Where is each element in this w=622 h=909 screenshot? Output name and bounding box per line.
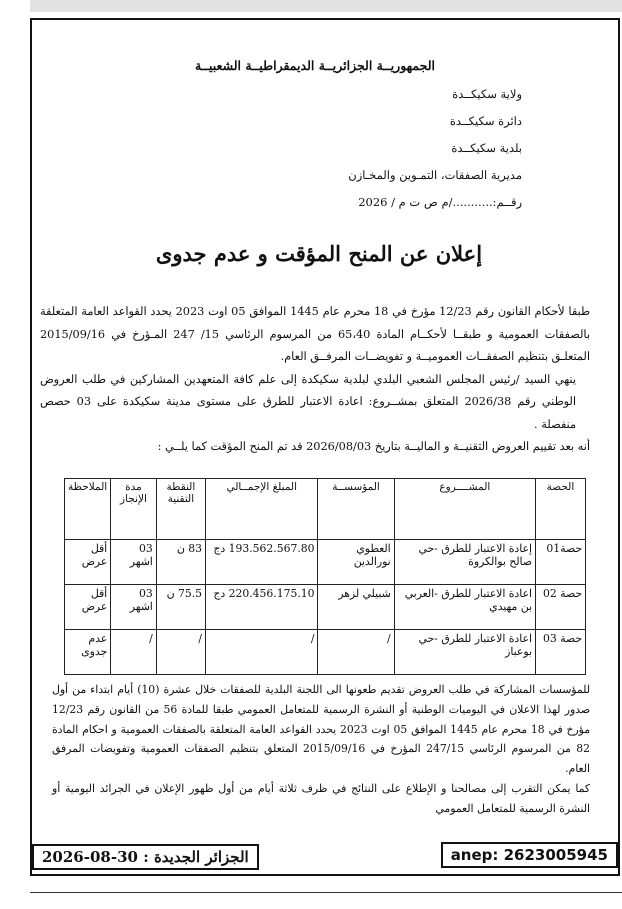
cell-duration: 03 اشهر [111, 585, 157, 630]
header-remark: الملاحظة [65, 479, 111, 540]
table-row [65, 585, 586, 630]
wilaya-line: ولاية سكيكــدة [452, 87, 522, 101]
header-lot: الحصة [535, 479, 585, 540]
closing-paragraph-results: كما يمكن التقرب إلى مصالحنا و الإطلاع على النتائج في ظرف ثلاثة أيام من أول ظهور الإعلان في الجرائد اليومية أو النشرة الرسمية للمتعامل العمومي [52, 781, 590, 815]
closing-paragraph-appeals: للمؤسسات المشاركة في طلب العروض تقديم طعونها الى اللجنة البلدية للصفقات خلال عشرة (10) أيام ابتداء من أول صدور لهذا الاعلان في اليوميات الوطنية أو النشرة الرسمية للمتعامل العمومي طبقا للمادة 56 من القانون رقم 12/23 مؤرخ في 18 محرم عام 1445 الموافق 05 اوت 2023 يحدد القواعد العامة المتعلقة بالصفقات العمومية و احكام المادة 82 من المرسوم الرئاسي 247/15 المؤرخ في 2015/09/16 المتعلق بتنظيم الصفقات العمومية وتفويضات المرفق العام. [52, 683, 591, 776]
header-tech-score: النقطة التقنية [156, 479, 205, 540]
header-duration: مدة الإنجاز [111, 479, 157, 540]
cell-project: اعادة الاعتبار للطرق -حي بوعباز [394, 630, 535, 675]
cell-company: شبيلي لزهر [318, 585, 394, 630]
table-row [65, 540, 586, 585]
header-company: المؤسســة [318, 479, 394, 540]
closing-text [52, 680, 590, 819]
cell-project: إعادة الاعتبار للطرق -حي صالح بوالكروة [394, 540, 535, 585]
cell-tech-score: 83 ن [156, 540, 205, 585]
cell-tech-score: / [156, 630, 205, 675]
table-header-row [65, 479, 586, 540]
bottom-divider [30, 892, 622, 893]
table-row [65, 630, 586, 675]
cell-project: اعادة الاعتبار للطرق -العربي بن مهيدي [394, 585, 535, 630]
intro-paragraph-notice: ينهي السيد /رئيس المجلس الشعبي البلدي لبلدية سكيكدة إلى علم كافة المتعهدين المشاركين في طلب العروض الوطني رقم 2026/38 المتعلق بمشــروع: اعادة الاعتبار للطرق على مستوى مدينة سكيكدة على 03 حصص منفصلة . [40, 372, 577, 431]
cell-amount: 220.456.175.10 دج [206, 585, 318, 630]
header-amount: المبلغ الإجمــالي [206, 479, 318, 540]
cell-lot: حصة01 [535, 540, 585, 585]
intro-paragraph-legal: طبقا لأحكام القانون رقم 12/23 مؤرخ في 18 محرم عام 1445 الموافق 05 اوت 2023 يحدد القواعد العامة المتعلقة بالصفقات العمومية و طبقــا لأحكــام المادة 65،40 من المرسوم الرئاسي 15/ 247 المـؤرخ في 2015/09/16 المتعلـق بتنظيم الصفقــات العموميــة و تفويضــات المرفــق العام. [40, 305, 590, 363]
intro-paragraph-evaluation: أنه بعد تقييم العروض التقنيــة و الماليــة بتاريخ 2026/08/03 قد تم المنح المؤقت كما يلــي : [157, 440, 590, 453]
cell-lot: حصة 03 [535, 630, 585, 675]
cell-lot: حصة 02 [535, 585, 585, 630]
cell-duration: / [111, 630, 157, 675]
top-gray-bar [30, 0, 622, 12]
cell-tech-score: 75.5 ن [156, 585, 205, 630]
cell-duration: 03 اشهر [111, 540, 157, 585]
cell-remark: أقل عرض [65, 540, 111, 585]
commune-line: بلدية سكيكــدة [451, 141, 522, 155]
award-table [64, 478, 586, 675]
cell-amount: 193.562.567.80 دج [206, 540, 318, 585]
cell-amount: / [206, 630, 318, 675]
cell-remark: عدم جدوى [65, 630, 111, 675]
announcement-document [38, 38, 600, 838]
anep-reference: anep: 2623005945 [441, 842, 618, 868]
announcement-title: إعلان عن المنح المؤقت و عدم جدوى [155, 241, 483, 266]
cell-remark: أقل عرض [65, 585, 111, 630]
cell-company: العطوي نورالدين [318, 540, 394, 585]
directorate-line: مديرية الصفقات، التمـوين والمخـازن [348, 168, 522, 182]
reference-line: رقــم:.........../م ص ت م / 2026 [358, 195, 522, 209]
cell-company: / [318, 630, 394, 675]
republic-header: الجمهوريــة الجزائريــة الديمقراطيــة الشعبيــة [194, 58, 435, 73]
header-project: المشــــروع [394, 479, 535, 540]
intro-text [40, 301, 590, 459]
newspaper-date: الجزائر الجديدة : 30-08-2026 [32, 844, 259, 870]
daira-line: دائرة سكيكــدة [449, 114, 522, 128]
